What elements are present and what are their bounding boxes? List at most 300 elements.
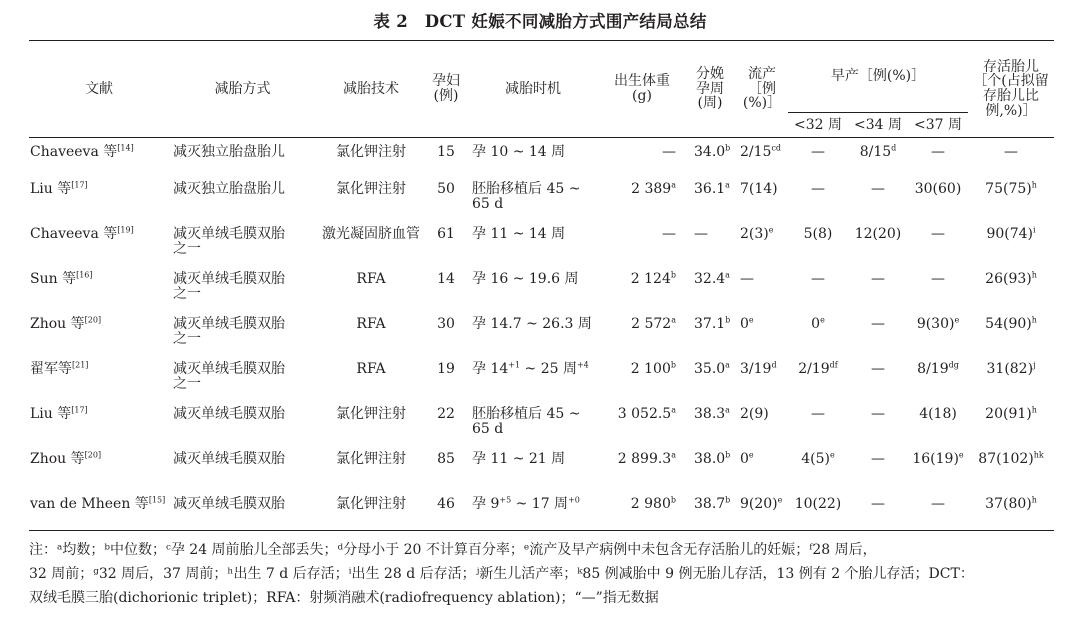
table-body: [29, 138, 1054, 531]
cell-survival-value: 90(74): [986, 226, 1034, 242]
cell-preterm-34-footnote: d: [891, 143, 897, 153]
reference-author: van de Mheen 等: [30, 496, 149, 512]
cell-birth-weight: [600, 264, 684, 309]
cell-preterm-32: [788, 264, 848, 309]
cell-preterm-37-footnote: e: [958, 450, 964, 460]
cell-birth-weight-footnote: a: [671, 315, 676, 325]
cell-gestational-age: [684, 309, 736, 354]
cell-method: [169, 219, 316, 264]
cell-preterm-37-value: —: [931, 496, 946, 512]
cell-preterm-32-value: —: [811, 271, 825, 287]
cell-technique: RFA: [356, 271, 386, 287]
cell-preterm-32: [788, 219, 848, 264]
cell-preterm-32-footnote: df: [829, 360, 838, 370]
cell-count: 30: [437, 316, 455, 332]
cell-preterm-32: [788, 174, 848, 219]
cell-count: 85: [437, 451, 455, 467]
cell-gestational-age-value: 38.7: [694, 496, 726, 512]
cell-gestational-age-value: 36.1: [694, 181, 726, 197]
cell-survival: [968, 354, 1054, 399]
cell-gestational-age-footnote: b: [725, 450, 731, 460]
header-loss-line3: (%)］: [742, 95, 782, 112]
cell-gestational-age-value: —: [694, 226, 708, 242]
header-surv-line2: ［个(占拟留: [973, 73, 1049, 90]
timing-end-days: +4: [576, 360, 589, 370]
cell-preterm-34: [848, 264, 908, 309]
method-line1: 减灭独立胎盘胎儿: [173, 144, 285, 160]
cell-reference: [29, 264, 169, 309]
header-n-line1: 孕妇: [432, 73, 460, 90]
reference-citation: [17]: [71, 180, 88, 190]
cell-survival-footnote: hk: [1033, 450, 1044, 460]
header-preterm-37: <37 周: [908, 113, 968, 138]
cell-preterm-34: [848, 444, 908, 489]
reference-author: Chaveeva 等: [30, 144, 118, 160]
cell-survival: [968, 219, 1054, 264]
cell-timing: [466, 399, 600, 444]
cell-preterm-32: [788, 399, 848, 444]
cell-survival-value: 54(90): [985, 316, 1032, 332]
cell-count: 50: [437, 181, 455, 197]
cell-method: [169, 174, 316, 219]
header-method: 减胎方式: [169, 41, 316, 138]
timing-line1: 孕 14.7 ~ 26.3 周: [472, 316, 592, 332]
cell-preterm-37-value: —: [931, 226, 946, 242]
cell-miscarriage: [736, 489, 788, 531]
method-line2: 之一: [173, 285, 201, 302]
cell-miscarriage-value: 2(9): [740, 406, 769, 422]
cell-survival-value: 26(93): [985, 271, 1032, 287]
cell-technique: RFA: [356, 316, 386, 332]
cell-miscarriage: [736, 444, 788, 489]
cell-preterm-37: [908, 444, 968, 489]
header-ga-line3: (周): [697, 95, 723, 112]
method-line1: 减灭单绒毛膜双胎: [173, 226, 285, 242]
cell-preterm-37: [908, 264, 968, 309]
cell-reference: [29, 219, 169, 264]
cell-birth-weight-value: 2 124: [630, 271, 671, 287]
cell-reference: [29, 138, 169, 175]
cell-survival-footnote: h: [1031, 315, 1037, 325]
note-line: 双绒毛膜三胎(dichorionic triplet)；RFA：射频消融术(radiofrequency ablation)；“—”指无数据: [29, 590, 659, 606]
cell-miscarriage-footnote: d: [771, 360, 777, 370]
table-notes: [29, 538, 1054, 610]
cell-gestational-age-footnote: b: [725, 495, 731, 505]
cell-preterm-32-footnote: e: [830, 450, 835, 460]
cell-miscarriage-value: 0: [740, 451, 749, 467]
cell-technique: RFA: [356, 361, 386, 377]
cell-preterm-32-value: 0: [811, 316, 821, 332]
cell-survival-value: 37(80): [985, 496, 1032, 512]
cell-gestational-age-footnote: b: [725, 143, 731, 153]
cell-survival: [968, 174, 1054, 219]
cell-timing: [466, 444, 600, 489]
cell-gestational-age-value: 38.0: [694, 451, 726, 467]
cell-gestational-age: [684, 399, 736, 444]
cell-preterm-37-value: 9(30): [916, 316, 955, 332]
cell-reference: [29, 444, 169, 489]
timing-line1: 孕 10 ~ 14 周: [472, 144, 566, 160]
cell-preterm-32-value: 4(5): [801, 451, 830, 467]
header-ga-line2: 孕周: [696, 80, 724, 97]
cell-miscarriage-value: 0: [740, 316, 749, 332]
cell-technique: 激光凝固脐血管: [322, 226, 420, 242]
cell-survival-value: —: [1004, 144, 1019, 160]
cell-survival-value: 20(91): [985, 406, 1032, 422]
cell-preterm-34-value: —: [871, 496, 885, 512]
cell-survival-value: 31(82): [986, 361, 1034, 377]
header-preterm-32: <32 周: [788, 113, 848, 138]
cell-birth-weight-footnote: b: [670, 270, 676, 280]
note-line: 注：ᵃ均数；ᵇ中位数；ᶜ孕 24 周前胎儿全部丢失；ᵈ分母小于 20 不计算百分率；ᵉ流产及早产病例中未包含无存活胎儿的妊娠；ᶠ28 周后，: [29, 542, 877, 558]
table-title: 表 2 DCT 妊娠不同减胎方式围产结局总结: [373, 12, 707, 31]
cell-survival-footnote: i: [1033, 225, 1036, 235]
method-line1: 减灭单绒毛膜双胎: [173, 496, 285, 512]
cell-timing: [466, 174, 600, 219]
cell-miscarriage-footnote: e: [748, 315, 754, 325]
cell-method: [169, 444, 316, 489]
timing-line1: 孕 16 ~ 19.6 周: [472, 271, 579, 287]
cell-preterm-32: [788, 489, 848, 531]
cell-miscarriage-value: 7(14): [740, 181, 778, 197]
cell-miscarriage: [736, 219, 788, 264]
reference-author: Zhou 等: [30, 451, 85, 467]
cell-gestational-age: [684, 489, 736, 531]
timing-line1: [472, 362, 599, 377]
header-surv-line4: 例,%)］: [985, 102, 1037, 119]
cell-gestational-age-value: 38.3: [694, 406, 726, 422]
cell-miscarriage-value: 2/15: [740, 144, 772, 160]
method-line1: 减灭单绒毛膜双胎: [173, 361, 285, 377]
cell-miscarriage-value: —: [740, 271, 754, 287]
cell-count: 61: [437, 226, 455, 242]
cell-gestational-age: [684, 174, 736, 219]
cell-birth-weight: [600, 219, 684, 264]
cell-method: [169, 309, 316, 354]
timing-start: 孕 9: [472, 496, 500, 512]
cell-timing: [466, 138, 600, 175]
timing-line1: 胚胎移植后 45 ~: [472, 181, 581, 197]
cell-method: [169, 354, 316, 399]
cell-gestational-age: [684, 219, 736, 264]
cell-birth-weight-footnote: a: [671, 405, 676, 415]
cell-birth-weight-value: 2 572: [631, 316, 672, 332]
cell-preterm-34-value: 12(20): [854, 226, 902, 242]
cell-gestational-age-value: 32.4: [694, 271, 726, 287]
cell-birth-weight-footnote: b: [670, 495, 676, 505]
cell-preterm-34: [848, 354, 908, 399]
table-row: [29, 399, 1054, 444]
cell-preterm-37: [908, 309, 968, 354]
timing-line2: 65 d: [472, 195, 504, 212]
cell-preterm-37-value: 16(19): [912, 451, 959, 467]
table-row: [29, 354, 1054, 399]
cell-birth-weight: [600, 138, 684, 175]
cell-timing: [466, 219, 600, 264]
cell-survival-footnote: h: [1031, 495, 1037, 505]
cell-birth-weight-value: 2 100: [630, 361, 671, 377]
method-line2: 之一: [173, 330, 201, 347]
reference-author: Zhou 等: [30, 316, 85, 332]
cell-birth-weight-value: 3 052.5: [617, 406, 672, 422]
cell-preterm-32-footnote: e: [820, 315, 825, 325]
header-n-line2: (例): [433, 88, 459, 104]
cell-survival-footnote: j: [1033, 360, 1036, 370]
header-surv-line1: 存活胎儿: [983, 58, 1040, 75]
cell-gestational-age-footnote: a: [725, 405, 730, 415]
reference-author: Chaveeva 等: [30, 226, 118, 242]
header-preterm-34: <34 周: [848, 113, 908, 138]
cell-preterm-34-value: —: [871, 316, 885, 332]
cell-gestational-age: [684, 354, 736, 399]
cell-method: [169, 138, 316, 175]
cell-birth-weight: [600, 444, 684, 489]
cell-miscarriage: [736, 399, 788, 444]
cell-gestational-age-value: 37.1: [694, 316, 726, 332]
header-surv-line3: 存胎儿比: [983, 88, 1040, 104]
table-row: [29, 174, 1054, 219]
table-row: [29, 138, 1054, 175]
cell-survival: [968, 138, 1054, 175]
cell-count: 15: [437, 144, 455, 160]
method-line2: 之一: [173, 375, 201, 392]
cell-preterm-34: [848, 309, 908, 354]
note-line: 32 周前；ᵍ32 周后，37 周前；ʰ出生 7 d 后存活；ⁱ出生 28 d 后存活；ʲ新生儿活产率；ᵏ85 例减胎中 9 例无胎儿存活，13 例有 2 个胎儿存活；DCT：: [29, 566, 974, 582]
cell-preterm-32-value: 2/19: [798, 361, 830, 377]
cell-birth-weight: [600, 174, 684, 219]
cell-gestational-age-footnote: a: [725, 270, 730, 280]
cell-preterm-34-value: —: [871, 361, 885, 377]
reference-citation: [21]: [72, 360, 89, 370]
timing-end: ~ 17 周: [511, 496, 569, 512]
reference-author: Sun 等: [30, 271, 77, 287]
timing-line1: 胚胎移植后 45 ~: [472, 406, 581, 422]
cell-reference: [29, 399, 169, 444]
cell-count: 19: [437, 361, 455, 377]
cell-preterm-37: [908, 174, 968, 219]
cell-preterm-37-value: 4(18): [919, 406, 957, 422]
cell-gestational-age-footnote: a: [725, 360, 730, 370]
cell-gestational-age: [684, 264, 736, 309]
cell-miscarriage: [736, 264, 788, 309]
cell-survival: [968, 399, 1054, 444]
cell-reference: [29, 309, 169, 354]
cell-timing: [466, 489, 600, 531]
cell-reference: [29, 174, 169, 219]
reference-author: 翟军等: [30, 361, 72, 377]
cell-survival-footnote: h: [1031, 405, 1037, 415]
cell-preterm-37-value: 30(60): [914, 181, 962, 197]
cell-miscarriage: [736, 174, 788, 219]
cell-count: 14: [437, 271, 455, 287]
header-survival: [968, 41, 1054, 138]
timing-line1: 孕 11 ~ 14 周: [472, 226, 566, 242]
table-row: [29, 444, 1054, 489]
cell-miscarriage-footnote: e: [768, 225, 774, 235]
cell-birth-weight-value: —: [662, 226, 676, 242]
header-tech: 减胎技术: [316, 41, 426, 138]
cell-preterm-32-value: —: [811, 144, 825, 160]
method-line1: 减灭单绒毛膜双胎: [173, 316, 285, 332]
cell-method: [169, 399, 316, 444]
reference-citation: [14]: [117, 143, 134, 153]
timing-line1: [472, 497, 599, 512]
reference-citation: [19]: [117, 225, 134, 235]
cell-preterm-34-value: 8/15: [859, 144, 892, 160]
cell-survival-value: 75(75): [985, 181, 1032, 197]
cell-preterm-34-value: —: [871, 271, 885, 287]
cell-count: 22: [437, 406, 455, 422]
timing-end: ~ 25 周: [520, 361, 577, 377]
reference-author: Liu 等: [30, 181, 72, 197]
cell-gestational-age-footnote: a: [725, 180, 730, 190]
timing-start-days: +1: [508, 360, 521, 370]
cell-birth-weight-value: 2 899.3: [617, 451, 672, 467]
timing-line1: 孕 11 ~ 21 周: [472, 451, 566, 467]
cell-survival: [968, 309, 1054, 354]
timing-line2: 65 d: [472, 420, 504, 437]
cell-miscarriage-footnote: e: [748, 450, 754, 460]
cell-survival: [968, 264, 1054, 309]
cell-survival-value: 87(102): [978, 451, 1034, 467]
cell-survival-footnote: h: [1031, 270, 1037, 280]
cell-birth-weight-footnote: a: [671, 180, 676, 190]
cell-preterm-37: [908, 138, 968, 175]
cell-technique: 氯化钾注射: [336, 144, 406, 160]
cell-preterm-37-value: —: [931, 271, 946, 287]
table-row: [29, 309, 1054, 354]
table-row: [29, 489, 1054, 531]
header-weight: [600, 41, 684, 138]
reference-citation: [20]: [84, 315, 102, 325]
cell-birth-weight: [600, 309, 684, 354]
cell-reference: [29, 489, 169, 531]
table-row: [29, 264, 1054, 309]
cell-survival-footnote: h: [1031, 180, 1037, 190]
cell-birth-weight-footnote: b: [670, 360, 676, 370]
cell-preterm-32: [788, 138, 848, 175]
cell-preterm-37: [908, 489, 968, 531]
reference-citation: [17]: [71, 405, 88, 415]
cell-preterm-34: [848, 489, 908, 531]
method-line1: 减灭单绒毛膜双胎: [173, 271, 285, 287]
cell-gestational-age-footnote: b: [725, 315, 731, 325]
timing-start: 孕 14: [472, 361, 509, 377]
header-ref: 文献: [29, 41, 169, 138]
reference-author: Liu 等: [30, 406, 72, 422]
cell-miscarriage-footnote: e: [777, 495, 783, 505]
cell-technique: 氯化钾注射: [336, 406, 406, 422]
cell-preterm-34: [848, 174, 908, 219]
cell-preterm-32-value: —: [811, 181, 825, 197]
cell-preterm-34-value: —: [871, 181, 885, 197]
method-line1: 减灭单绒毛膜双胎: [173, 406, 285, 422]
reference-citation: [20]: [84, 450, 102, 460]
method-line1: 减灭单绒毛膜双胎: [173, 451, 285, 467]
cell-gestational-age: [684, 138, 736, 175]
cell-miscarriage: [736, 309, 788, 354]
cell-technique: 氯化钾注射: [336, 451, 406, 467]
cell-gestational-age-value: 35.0: [694, 361, 726, 377]
outcome-table: [29, 40, 1054, 531]
cell-preterm-32: [788, 354, 848, 399]
cell-preterm-34-value: —: [871, 406, 885, 422]
cell-birth-weight-value: 2 389: [631, 181, 672, 197]
cell-survival: [968, 489, 1054, 531]
cell-preterm-32: [788, 444, 848, 489]
cell-miscarriage: [736, 138, 788, 175]
header-timing: 减胎时机: [466, 41, 600, 138]
header-n: [426, 41, 466, 138]
reference-citation: [15]: [148, 495, 166, 505]
cell-preterm-34: [848, 138, 908, 175]
header-loss-line2: ［例: [748, 80, 776, 97]
cell-miscarriage-value: 9(20): [740, 496, 778, 512]
cell-birth-weight-value: 2 980: [630, 496, 671, 512]
table-row: [29, 219, 1054, 264]
header-ga: [684, 41, 736, 138]
cell-reference: [29, 354, 169, 399]
cell-count: 46: [426, 489, 466, 531]
header-weight-line1: 出生体重: [614, 73, 670, 90]
cell-preterm-37-footnote: e: [954, 315, 960, 325]
cell-timing: [466, 264, 600, 309]
cell-timing: [466, 309, 600, 354]
timing-end-days: +0: [568, 495, 580, 505]
header-loss-line1: 流产: [748, 65, 776, 82]
reference-citation: [16]: [76, 270, 93, 280]
cell-miscarriage: [736, 354, 788, 399]
cell-miscarriage-value: 3/19: [740, 361, 772, 377]
cell-survival: [968, 444, 1054, 489]
cell-timing: [466, 354, 600, 399]
cell-preterm-34: [848, 219, 908, 264]
cell-technique: 氯化钾注射: [336, 181, 406, 197]
header-ga-line1: 分娩: [696, 65, 724, 82]
method-line2: 之一: [173, 240, 201, 257]
cell-preterm-32: [788, 309, 848, 354]
cell-birth-weight: [600, 489, 684, 531]
cell-preterm-37-footnote: dg: [948, 360, 959, 370]
cell-birth-weight-footnote: a: [671, 450, 676, 460]
cell-miscarriage-value: 2(3): [740, 226, 769, 242]
cell-preterm-37-value: —: [931, 144, 946, 160]
cell-preterm-37-value: 8/19: [917, 361, 949, 377]
cell-preterm-32-value: 10(22): [794, 496, 842, 512]
cell-preterm-34-value: —: [871, 451, 885, 467]
cell-birth-weight: [600, 399, 684, 444]
cell-technique: 氯化钾注射: [316, 489, 426, 531]
cell-method: [169, 489, 316, 531]
cell-preterm-37: [908, 399, 968, 444]
header-loss: [736, 41, 788, 138]
cell-method: [169, 264, 316, 309]
method-line1: 减灭独立胎盘胎儿: [173, 181, 285, 197]
cell-preterm-32-value: 5(8): [803, 226, 833, 242]
cell-preterm-37: [908, 354, 968, 399]
cell-birth-weight-value: —: [662, 144, 676, 160]
cell-preterm-37: [908, 219, 968, 264]
cell-preterm-32-value: —: [811, 406, 825, 422]
cell-miscarriage-footnote: cd: [771, 143, 782, 153]
cell-gestational-age-value: 34.0: [694, 144, 726, 160]
header-preterm: 早产［例(%)］: [788, 41, 968, 113]
cell-gestational-age: [684, 444, 736, 489]
cell-birth-weight: [600, 354, 684, 399]
timing-start-days: +5: [499, 495, 512, 505]
cell-preterm-34: [848, 399, 908, 444]
header-weight-line2: (g): [632, 88, 652, 104]
